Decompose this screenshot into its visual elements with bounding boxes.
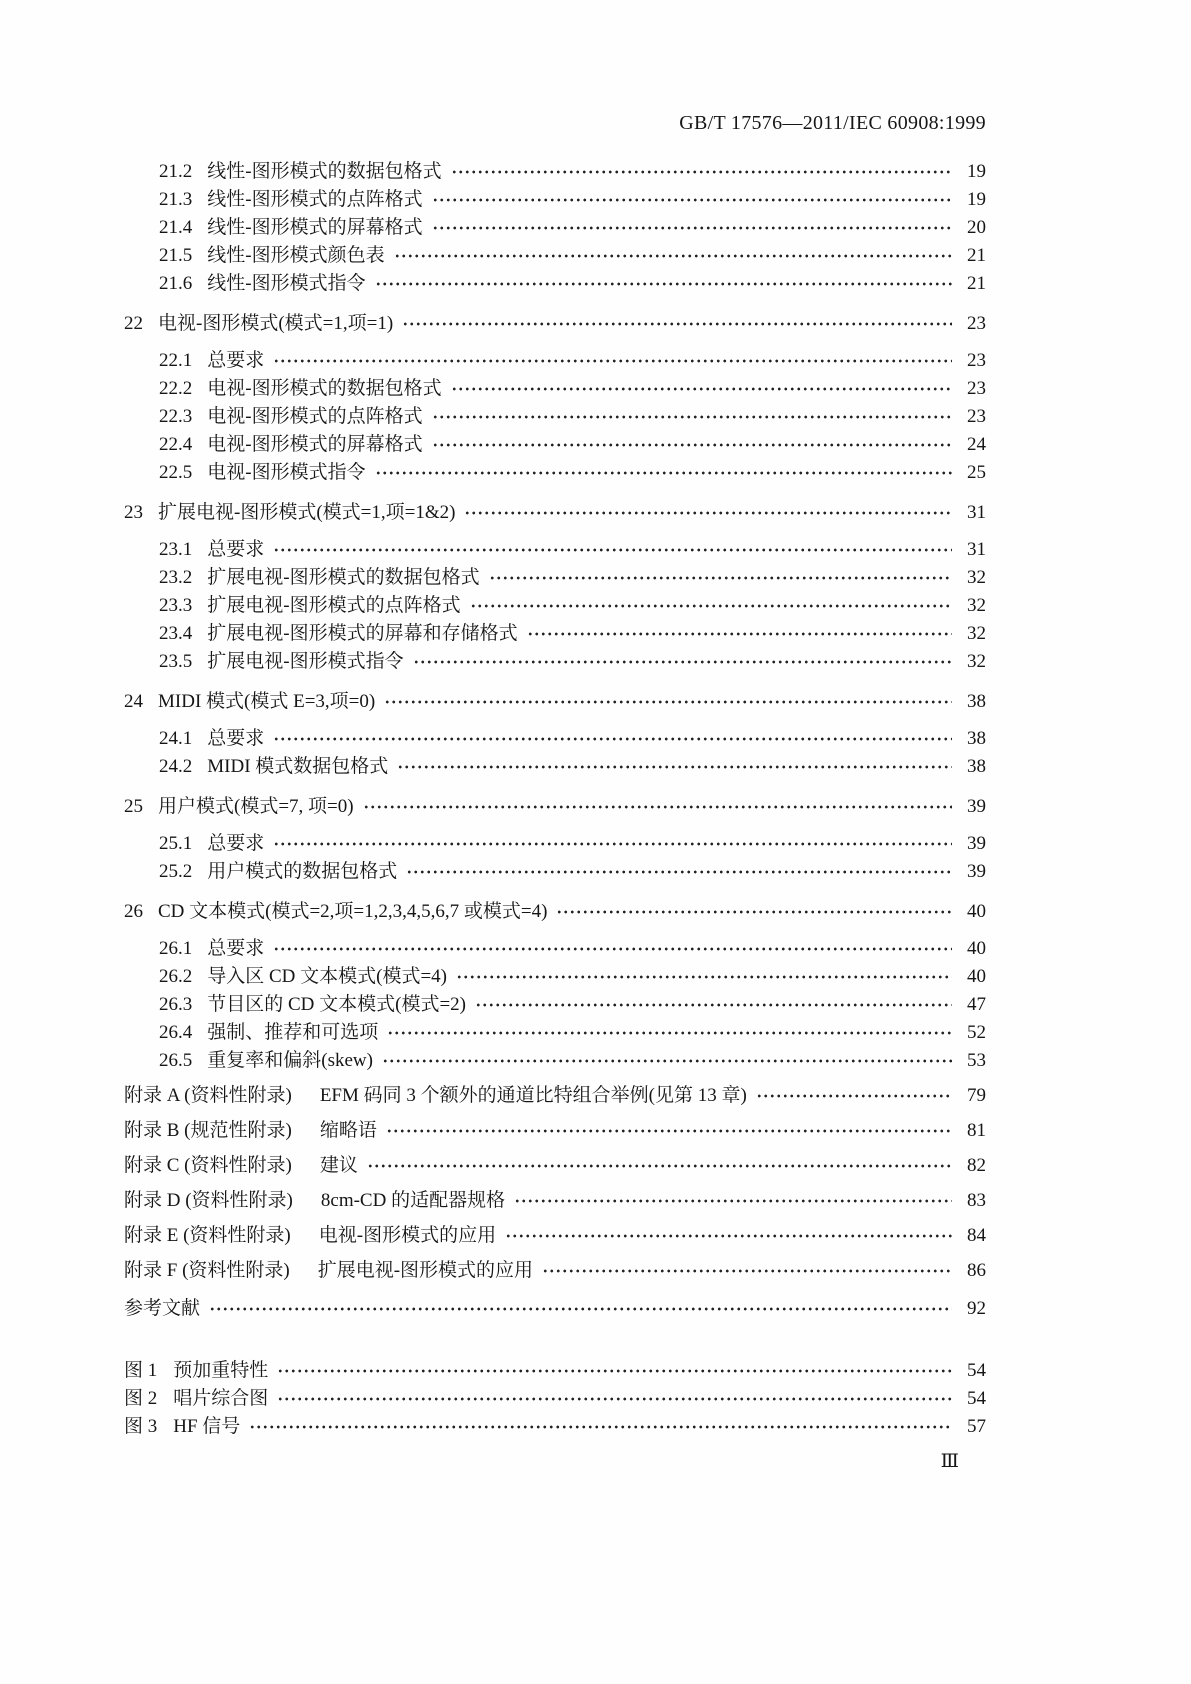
- toc-entry-page: 39: [967, 861, 986, 882]
- toc-entry-number: 图 3: [124, 1416, 158, 1437]
- toc-entry-page: 20: [967, 217, 986, 238]
- toc-entry-title: 缩略语: [319, 1120, 377, 1141]
- toc-entry-page: 92: [967, 1298, 986, 1319]
- dotted-leader: [273, 944, 952, 954]
- toc-entry: [124, 1117, 986, 1145]
- toc-entry: [124, 592, 986, 620]
- toc-entry-number: 26: [124, 901, 143, 922]
- toc-entry-title: 重复率和偏斜(skew): [207, 1050, 373, 1071]
- toc-entry: [124, 310, 986, 338]
- toc-entry: [124, 858, 986, 886]
- toc-entry-title: 线性-图形模式的点阵格式: [207, 189, 423, 210]
- toc-entry-number: 图 2: [124, 1388, 158, 1409]
- toc-entry-title: 用户模式(模式=7, 项=0): [158, 796, 354, 817]
- toc-entry: [124, 1019, 986, 1047]
- dotted-leader: [514, 1196, 952, 1206]
- toc-entry-page: 40: [967, 966, 986, 987]
- toc-entry-number: 23.2: [159, 567, 193, 588]
- toc-entry: [124, 186, 986, 214]
- dotted-leader: [542, 1266, 952, 1276]
- doc-code-header: GB/T 17576—2011/IEC 60908:1999: [679, 112, 986, 134]
- toc-entry-number: 图 1: [124, 1360, 158, 1381]
- dotted-leader: [382, 1056, 952, 1066]
- dotted-leader: [375, 468, 952, 478]
- toc-entry-page: 54: [967, 1360, 986, 1381]
- toc-entry-page: 23: [967, 313, 986, 334]
- toc-entry-title: 扩展电视-图形模式的数据包格式: [207, 567, 480, 588]
- dotted-leader: [375, 279, 952, 289]
- toc-entry-number: 23.4: [159, 623, 193, 644]
- toc-entry-number: 附录 E (资料性附录): [124, 1225, 291, 1246]
- toc-entry-page: 23: [967, 378, 986, 399]
- toc-entry-page: 40: [967, 938, 986, 959]
- toc-entry: [124, 270, 986, 298]
- toc-entry-page: 32: [967, 623, 986, 644]
- dotted-leader: [394, 251, 952, 261]
- toc-entry-title: 电视-图形模式的应用: [318, 1225, 497, 1246]
- toc-entry-title: 线性-图形模式指令: [207, 273, 366, 294]
- toc-entry-page: 19: [967, 161, 986, 182]
- toc-entry-number: 附录 D (资料性附录): [124, 1190, 293, 1211]
- toc-entry-page: 82: [967, 1155, 986, 1176]
- toc-entry-number: 25: [124, 796, 143, 817]
- toc-entry: [124, 753, 986, 781]
- toc-entry-number: 26.2: [159, 966, 193, 987]
- toc-entry: [124, 793, 986, 821]
- toc-entry-number: 22: [124, 313, 143, 334]
- toc-entry-number: 21.6: [159, 273, 193, 294]
- toc-entry: [124, 214, 986, 242]
- toc-entry-page: 52: [967, 1022, 986, 1043]
- toc-entry-number: 22.5: [159, 462, 193, 483]
- dotted-leader: [387, 1028, 952, 1038]
- dotted-leader: [451, 167, 952, 177]
- toc-entry-title: 唱片综合图: [173, 1388, 269, 1409]
- toc-entry-number: 附录 B (规范性附录): [124, 1120, 292, 1141]
- toc-entry-number: 22.2: [159, 378, 193, 399]
- toc-entry-page: 38: [967, 691, 986, 712]
- dotted-leader: [556, 907, 952, 917]
- toc-entry: [124, 1047, 986, 1075]
- toc-entry-title: 扩展电视-图形模式的屏幕和存储格式: [207, 623, 518, 644]
- toc-entry-title: CD 文本模式(模式=2,项=1,2,3,4,5,6,7 或模式=4): [158, 901, 548, 922]
- toc-entry-title: EFM 码同 3 个额外的通道比特组合举例(见第 13 章): [319, 1085, 747, 1106]
- toc-entry-title: 线性-图形模式颜色表: [207, 245, 385, 266]
- toc-entry-page: 83: [967, 1190, 986, 1211]
- toc-entry-title: 用户模式的数据包格式: [207, 861, 398, 882]
- toc-entry-title: 预加重特性: [173, 1360, 269, 1381]
- toc-entry: [124, 158, 986, 186]
- toc-entry: [124, 536, 986, 564]
- toc-entry-page: 19: [967, 189, 986, 210]
- toc-entry-title: 总要求: [207, 350, 265, 371]
- toc-entry-page: 25: [967, 462, 986, 483]
- toc-entry-title: 电视-图形模式的数据包格式: [207, 378, 442, 399]
- toc-entry-number: 24.1: [159, 728, 193, 749]
- toc-entry-title: 扩展电视-图形模式的点阵格式: [207, 595, 461, 616]
- toc-entry-page: 39: [967, 796, 986, 817]
- toc-entry-page: 38: [967, 756, 986, 777]
- toc-entry-number: 附录 F (资料性附录): [124, 1260, 290, 1281]
- dotted-leader: [451, 384, 952, 394]
- toc-entry-number: 25.2: [159, 861, 193, 882]
- toc-entry: [124, 648, 986, 676]
- toc-entry-page: 31: [967, 502, 986, 523]
- toc-entry: [124, 1413, 986, 1441]
- toc-entry: [124, 375, 986, 403]
- toc-entry-title: 电视-图形模式的点阵格式: [207, 406, 423, 427]
- toc-entry-page: 39: [967, 833, 986, 854]
- toc-entry-number: 26.1: [159, 938, 193, 959]
- toc-entry-number: 26.5: [159, 1050, 193, 1071]
- dotted-leader: [402, 319, 952, 329]
- toc-entry-title: HF 信号: [173, 1416, 241, 1437]
- dotted-leader: [505, 1231, 952, 1241]
- dotted-leader: [273, 545, 952, 555]
- toc-entry: [124, 1082, 986, 1110]
- dotted-leader: [489, 573, 952, 583]
- toc-entry-page: 38: [967, 728, 986, 749]
- dotted-leader: [527, 629, 952, 639]
- toc-entry-page: 21: [967, 273, 986, 294]
- dotted-leader: [249, 1422, 952, 1432]
- dotted-leader: [456, 972, 952, 982]
- toc-entry: [124, 725, 986, 753]
- toc-entry-number: 22.3: [159, 406, 193, 427]
- dotted-leader: [363, 802, 952, 812]
- toc-entry-number: 21.5: [159, 245, 193, 266]
- toc-entry: [124, 459, 986, 487]
- page-number-roman: Ⅲ: [940, 1451, 959, 1472]
- dotted-leader: [277, 1366, 952, 1376]
- toc-entry: [124, 1357, 986, 1385]
- toc-entry-title: 线性-图形模式的屏幕格式: [207, 217, 423, 238]
- toc-entry-title: 节目区的 CD 文本模式(模式=2): [207, 994, 467, 1015]
- toc-entry-title: 扩展电视-图形模式(模式=1,项=1&2): [158, 502, 456, 523]
- toc-entry-title: MIDI 模式数据包格式: [207, 756, 389, 777]
- toc-entry-number: 22.1: [159, 350, 193, 371]
- toc-entry-number: 26.4: [159, 1022, 193, 1043]
- toc-entry: [124, 991, 986, 1019]
- toc-entry: [124, 1152, 986, 1180]
- toc-entry-page: 40: [967, 901, 986, 922]
- toc-entry-page: 47: [967, 994, 986, 1015]
- toc-entry: [124, 242, 986, 270]
- toc-entry-number: 24: [124, 691, 143, 712]
- toc-entry: [124, 935, 986, 963]
- toc-entry-page: 23: [967, 350, 986, 371]
- toc-entry-title: 电视-图形模式的屏幕格式: [207, 434, 423, 455]
- dotted-leader: [413, 657, 952, 667]
- toc-entry-page: 31: [967, 539, 986, 560]
- dotted-leader: [406, 867, 952, 877]
- toc-entry-number: 24.2: [159, 756, 193, 777]
- toc-entry-title: 建议: [319, 1155, 358, 1176]
- toc-entry-page: 57: [967, 1416, 986, 1437]
- toc-entry-title: 导入区 CD 文本模式(模式=4): [207, 966, 448, 987]
- toc-entry: [124, 1257, 986, 1285]
- dotted-leader: [277, 1394, 952, 1404]
- dotted-leader: [273, 356, 952, 366]
- toc-entry: [124, 1295, 986, 1323]
- toc-entry: [124, 347, 986, 375]
- toc-entry-title: 总要求: [207, 728, 265, 749]
- dotted-leader: [470, 601, 952, 611]
- dotted-leader: [475, 1000, 952, 1010]
- toc-entry-number: 21.4: [159, 217, 193, 238]
- toc-entry-title: 扩展电视-图形模式指令: [207, 651, 404, 672]
- toc-entry-number: 附录 C (资料性附录): [124, 1155, 292, 1176]
- dotted-leader: [432, 195, 952, 205]
- toc-entry: [124, 830, 986, 858]
- toc-entry-title: 8cm-CD 的适配器规格: [320, 1190, 506, 1211]
- toc-entry-page: 86: [967, 1260, 986, 1281]
- toc-entry: [124, 564, 986, 592]
- dotted-leader: [273, 734, 952, 744]
- toc-entry: [124, 898, 986, 926]
- dotted-leader: [432, 223, 952, 233]
- dotted-leader: [367, 1161, 952, 1171]
- dotted-leader: [209, 1304, 952, 1314]
- toc-entry-number: 23.3: [159, 595, 193, 616]
- toc-entry-title: 电视-图形模式(模式=1,项=1): [158, 313, 394, 334]
- toc-entry: [124, 1385, 986, 1413]
- dotted-leader: [432, 412, 952, 422]
- toc-entry-number: 25.1: [159, 833, 193, 854]
- toc-entry-number: 21.3: [159, 189, 193, 210]
- dotted-leader: [397, 762, 952, 772]
- toc-entry-page: 21: [967, 245, 986, 266]
- toc-entry-number: 22.4: [159, 434, 193, 455]
- toc-entry-number: 26.3: [159, 994, 193, 1015]
- toc-entry-number: 23.1: [159, 539, 193, 560]
- toc-entry-title: 扩展电视-图形模式的应用: [317, 1260, 534, 1281]
- toc-entry: [124, 499, 986, 527]
- toc-entry-page: 23: [967, 406, 986, 427]
- toc-entry: [124, 620, 986, 648]
- dotted-leader: [384, 697, 952, 707]
- dotted-leader: [464, 508, 952, 518]
- toc-entry-page: 81: [967, 1120, 986, 1141]
- toc-entry-title: 电视-图形模式指令: [207, 462, 366, 483]
- toc-entry-page: 32: [967, 567, 986, 588]
- toc-entry-title: 总要求: [207, 833, 265, 854]
- dotted-leader: [273, 839, 952, 849]
- toc-entry-page: 54: [967, 1388, 986, 1409]
- toc-entry-page: 79: [967, 1085, 986, 1106]
- dotted-leader: [756, 1091, 952, 1101]
- toc-entry: [124, 1187, 986, 1215]
- toc-entry: [124, 431, 986, 459]
- toc-entry: [124, 403, 986, 431]
- toc-entry-page: 32: [967, 595, 986, 616]
- toc-entry: [124, 963, 986, 991]
- toc-entry-number: 21.2: [159, 161, 193, 182]
- toc-entry-page: 53: [967, 1050, 986, 1071]
- figure-list: [124, 1357, 986, 1441]
- toc-entry-page: 32: [967, 651, 986, 672]
- toc-entry-title: 参考文献: [124, 1298, 201, 1319]
- toc-entry-title: 线性-图形模式的数据包格式: [207, 161, 442, 182]
- toc-entry-number: 23.5: [159, 651, 193, 672]
- toc-entry-page: 84: [967, 1225, 986, 1246]
- toc-list: [124, 158, 986, 1323]
- toc-entry: [124, 688, 986, 716]
- toc-entry-title: MIDI 模式(模式 E=3,项=0): [158, 691, 376, 712]
- toc-entry-page: 24: [967, 434, 986, 455]
- toc-entry-title: 总要求: [207, 938, 265, 959]
- toc-entry-number: 23: [124, 502, 143, 523]
- toc-entry-number: 附录 A (资料性附录): [124, 1085, 292, 1106]
- toc-entry: [124, 1222, 986, 1250]
- toc-entry-title: 总要求: [207, 539, 265, 560]
- table-of-contents: [124, 158, 986, 1441]
- toc-entry-title: 强制、推荐和可选项: [207, 1022, 379, 1043]
- dotted-leader: [432, 440, 952, 450]
- dotted-leader: [386, 1126, 952, 1136]
